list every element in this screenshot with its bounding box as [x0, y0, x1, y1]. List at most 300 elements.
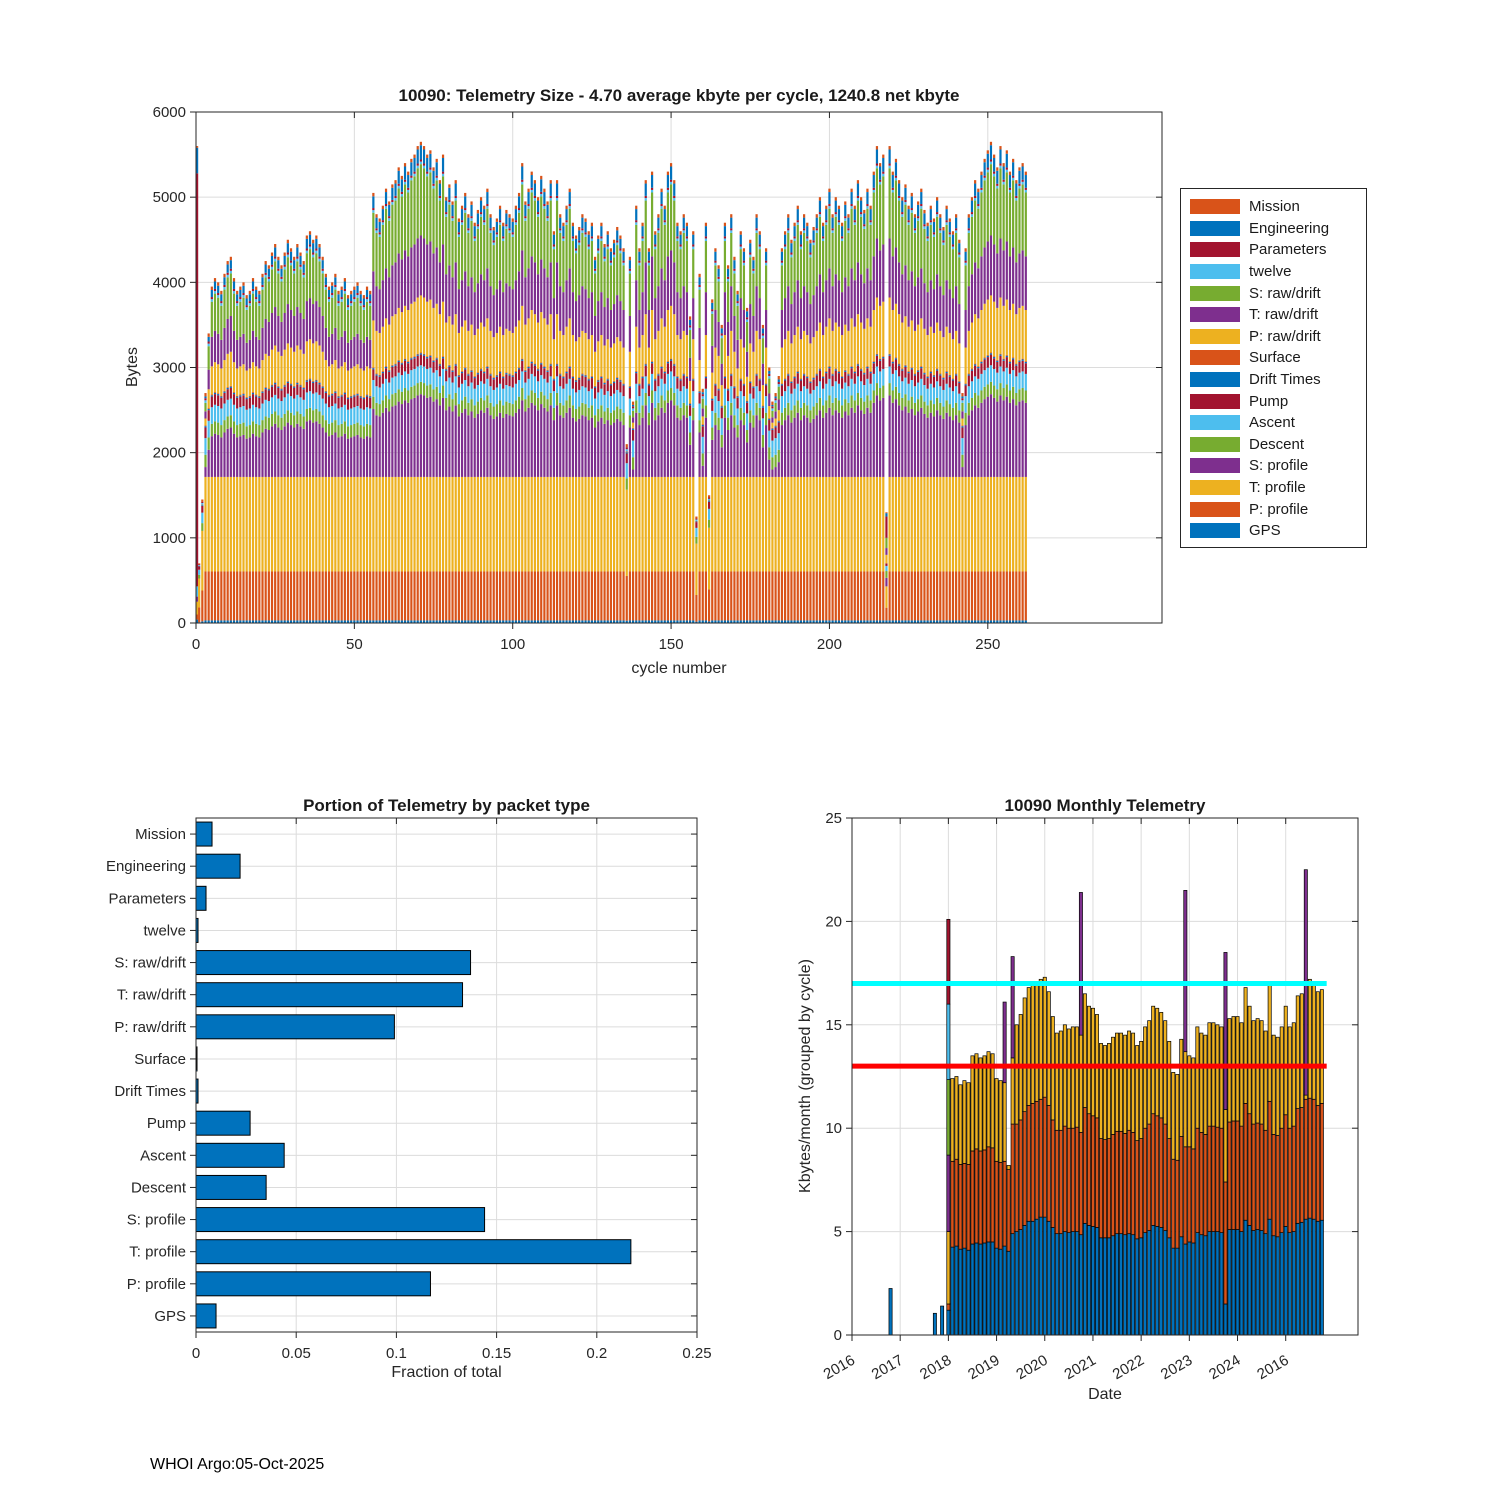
bar-segment — [781, 265, 783, 310]
bar-segment — [1025, 188, 1027, 190]
bar-segment — [467, 373, 469, 374]
bar-segment — [1103, 1238, 1106, 1335]
bar-segment — [965, 265, 967, 310]
bar-segment — [366, 302, 368, 337]
bar-segment — [534, 314, 536, 363]
bar-segment — [341, 366, 343, 394]
bar-segment — [876, 366, 878, 383]
bar-segment — [350, 397, 352, 398]
bar-segment — [778, 571, 780, 620]
bar-segment — [426, 398, 428, 477]
bar-segment — [942, 337, 944, 377]
bar-segment — [1012, 357, 1014, 358]
bar-segment — [959, 1249, 962, 1335]
bar-segment — [816, 218, 818, 229]
bar-segment — [581, 373, 583, 374]
bar-segment — [410, 357, 412, 358]
bar-segment — [664, 220, 666, 222]
bar-segment — [911, 368, 913, 369]
bar-segment — [223, 477, 225, 572]
bar-segment — [995, 1079, 998, 1162]
bar-segment — [223, 274, 225, 277]
bar-segment — [233, 394, 235, 405]
bar-segment — [233, 393, 235, 394]
bar-segment — [622, 425, 624, 477]
bar-segment — [242, 295, 244, 298]
bar-segment — [388, 201, 390, 204]
bar-segment — [204, 426, 206, 427]
bar-segment — [873, 310, 875, 361]
bar-segment — [979, 1244, 982, 1335]
bar-segment — [1009, 190, 1011, 193]
bar-segment — [217, 286, 219, 293]
bar-segment — [448, 365, 450, 366]
bar-segment — [673, 184, 675, 196]
bar-segment — [765, 383, 767, 384]
bar-segment — [851, 367, 853, 368]
bar-segment — [828, 571, 830, 620]
bar-segment — [854, 384, 856, 401]
bar-segment — [980, 190, 982, 193]
bar-segment — [211, 394, 213, 395]
bar-segment — [515, 571, 517, 620]
bar-segment — [341, 397, 343, 408]
svg-text:Descent: Descent — [130, 1179, 186, 1197]
bar-segment — [879, 180, 881, 182]
bar-segment — [1136, 1141, 1139, 1239]
bar-segment — [800, 408, 802, 420]
bar-segment — [306, 301, 308, 341]
bar-segment — [318, 261, 320, 307]
bar-segment — [911, 397, 913, 409]
bar-segment — [597, 392, 599, 409]
bar-segment — [740, 571, 742, 620]
bar-segment — [455, 201, 457, 263]
bar-segment — [984, 370, 986, 387]
bar-segment — [664, 327, 666, 371]
bar-segment — [927, 223, 929, 226]
legend-item — [1190, 326, 1366, 348]
bar-segment — [277, 269, 279, 271]
bar-segment — [474, 376, 476, 377]
bar-segment — [806, 571, 808, 620]
bar-segment — [448, 367, 450, 378]
bar-segment — [382, 371, 384, 372]
bar-segment — [942, 377, 944, 378]
bar-segment — [483, 400, 485, 412]
bar-segment — [483, 222, 485, 225]
bar-segment — [996, 389, 998, 401]
bar-segment — [249, 398, 251, 409]
bar-segment — [265, 477, 267, 572]
bar-segment — [870, 220, 872, 222]
bar-segment — [1009, 403, 1011, 477]
bar-segment — [613, 383, 615, 394]
bar-segment — [436, 247, 438, 303]
bar-segment — [277, 352, 279, 386]
bar-segment — [391, 366, 393, 367]
bar-segment — [470, 371, 472, 372]
bar-segment — [768, 447, 770, 459]
bar-segment — [889, 571, 891, 620]
bar-segment — [318, 244, 320, 247]
bar-segment — [540, 392, 542, 404]
bar-segment — [920, 408, 922, 477]
bar-segment — [521, 400, 523, 477]
bar-segment — [1059, 1130, 1062, 1233]
bar-segment — [847, 233, 849, 286]
bar-segment — [1127, 1130, 1130, 1233]
bar-segment — [1006, 170, 1008, 173]
bar-segment — [486, 477, 488, 572]
bar-segment — [436, 162, 438, 175]
bar-segment — [470, 383, 472, 400]
bar-segment — [426, 174, 428, 177]
bar-segment — [1003, 359, 1005, 360]
bar-segment — [803, 228, 805, 230]
bar-segment — [942, 243, 944, 246]
bar-segment — [686, 236, 688, 238]
bar-segment — [736, 306, 738, 340]
bar-segment — [835, 371, 837, 382]
bar-segment — [299, 253, 301, 256]
bar-segment — [1304, 1219, 1307, 1335]
bar-segment — [246, 398, 248, 399]
bar-segment — [819, 274, 821, 322]
bar-segment — [819, 571, 821, 620]
bar-segment — [562, 389, 564, 406]
bar-segment — [1308, 1218, 1311, 1335]
bar-segment — [654, 231, 656, 234]
bar-segment — [645, 366, 647, 377]
bar-segment — [401, 192, 403, 194]
bar-segment — [261, 391, 263, 392]
bar-segment — [876, 395, 878, 477]
bar-segment — [445, 369, 447, 370]
bar-segment — [258, 340, 260, 369]
bar-segment — [1236, 1230, 1239, 1335]
svg-text:Engineering: Engineering — [105, 858, 186, 876]
bar-segment — [740, 231, 742, 234]
bar-segment — [717, 322, 719, 356]
bar-segment — [255, 290, 257, 297]
bar-segment — [638, 384, 640, 385]
bar-segment — [569, 268, 571, 318]
bar-segment — [502, 418, 504, 477]
bar-segment — [911, 196, 913, 208]
bar-segment — [974, 477, 976, 572]
bar-segment — [816, 415, 818, 477]
bar-segment — [711, 346, 713, 373]
bar-segment — [575, 380, 577, 381]
bar-segment — [429, 368, 431, 385]
bar-segment — [619, 392, 621, 409]
bar-segment — [597, 382, 599, 393]
bar-segment — [721, 328, 723, 333]
bar-segment — [882, 176, 884, 244]
bar-segment — [423, 146, 425, 149]
bar-segment — [974, 571, 976, 620]
bar-segment — [467, 415, 469, 477]
bar-segment — [581, 331, 583, 374]
bar-segment — [303, 273, 305, 275]
bar-segment — [904, 365, 906, 366]
bar-segment — [363, 439, 365, 477]
bar-segment — [832, 376, 834, 387]
bar-segment — [803, 331, 805, 374]
bar-segment — [1212, 1126, 1215, 1231]
bar-segment — [990, 295, 992, 352]
bar-segment — [404, 180, 406, 182]
bar-segment — [908, 373, 910, 384]
bar-segment — [499, 384, 501, 401]
bar-segment — [385, 379, 387, 396]
bar-segment — [759, 391, 761, 408]
bar-segment — [721, 338, 723, 364]
bar-segment — [436, 176, 438, 178]
bar-segment — [645, 262, 647, 314]
bar-segment — [882, 356, 884, 357]
bar-segment — [832, 233, 834, 286]
bar-segment — [252, 291, 254, 294]
bar-segment — [1015, 364, 1017, 365]
bar-segment — [575, 571, 577, 620]
bar-segment — [1007, 1170, 1010, 1252]
bar-segment — [1099, 1043, 1102, 1138]
bar-segment — [838, 280, 840, 327]
bar-segment — [911, 320, 913, 367]
bar-segment — [654, 378, 656, 379]
bar-segment — [987, 355, 989, 356]
bar-segment — [911, 571, 913, 620]
bar-segment — [515, 371, 517, 372]
bar-segment — [847, 286, 849, 331]
bar-segment — [987, 172, 989, 241]
bar-segment — [464, 208, 466, 210]
bar-segment — [863, 374, 865, 385]
bar-segment — [689, 416, 691, 433]
bar-segment — [879, 182, 881, 185]
bar-segment — [280, 265, 282, 268]
bar-segment — [366, 407, 368, 424]
bar-segment — [990, 365, 992, 382]
bar-segment — [635, 372, 637, 373]
bar-segment — [546, 372, 548, 383]
bar-segment — [502, 335, 504, 376]
bar-segment — [803, 386, 805, 403]
bar-segment — [870, 225, 872, 280]
bar-segment — [486, 204, 488, 206]
bar-segment — [949, 234, 951, 237]
bar-segment — [242, 286, 244, 293]
bar-segment — [1224, 1110, 1227, 1182]
bar-segment — [204, 403, 206, 412]
bar-segment — [505, 385, 507, 402]
bar-segment — [600, 335, 602, 376]
bar-segment — [455, 477, 457, 572]
bar-segment — [667, 374, 669, 391]
bar-segment — [951, 1161, 954, 1247]
bar-segment — [404, 184, 406, 250]
bar-segment — [322, 271, 324, 274]
bar-segment — [660, 366, 662, 367]
bar-segment — [341, 297, 343, 299]
bar-segment — [458, 477, 460, 572]
bar-segment — [341, 436, 343, 477]
bar-segment — [1240, 1023, 1243, 1126]
bar-segment — [451, 221, 453, 277]
bar-segment — [413, 477, 415, 572]
bar-segment — [325, 287, 327, 290]
bar-segment — [464, 271, 466, 320]
bar-segment — [410, 571, 412, 620]
bar-segment — [474, 223, 476, 226]
bar-segment — [641, 389, 643, 406]
bar-segment — [410, 178, 412, 181]
bar-segment — [638, 252, 640, 261]
bar-segment — [857, 198, 859, 201]
legend-label: T: raw/drift — [1249, 306, 1319, 324]
bar-segment — [936, 197, 938, 200]
bar-segment — [1228, 1019, 1231, 1122]
bar-segment — [759, 379, 761, 380]
bar-segment — [344, 394, 346, 405]
bar-segment — [1055, 1130, 1058, 1233]
bar-segment — [287, 394, 289, 411]
bar-segment — [920, 204, 922, 206]
bar-segment — [714, 425, 716, 477]
bar-segment — [271, 385, 273, 386]
bar-segment — [277, 257, 279, 260]
bar-segment — [901, 274, 903, 322]
bar-segment — [591, 418, 593, 477]
bar-segment — [752, 571, 754, 620]
bar-segment — [806, 226, 808, 236]
bar-segment — [657, 218, 659, 229]
bar-segment — [825, 327, 827, 371]
bar-segment — [721, 364, 723, 385]
bar-segment — [749, 343, 751, 380]
bar-segment — [265, 389, 267, 400]
bar-segment — [581, 214, 583, 217]
bar-segment — [873, 190, 875, 193]
bar-segment — [369, 368, 371, 395]
bar-segment — [280, 389, 282, 390]
bar-segment — [515, 477, 517, 572]
bar-segment — [771, 470, 773, 477]
bar-segment — [534, 405, 536, 477]
bar-segment — [610, 248, 612, 251]
bar-segment — [1224, 1304, 1227, 1335]
bar-segment — [249, 368, 251, 395]
bar-segment — [787, 374, 789, 375]
bar-segment — [553, 235, 555, 245]
bar-segment — [306, 239, 308, 249]
bar-segment — [493, 227, 495, 230]
bar-segment — [879, 388, 881, 400]
bar-segment — [974, 184, 976, 196]
bar-segment — [271, 414, 273, 426]
bar-segment — [356, 571, 358, 620]
bar-segment — [337, 368, 339, 395]
bar-segment — [521, 477, 523, 572]
bar-segment — [946, 372, 948, 373]
bar-segment — [949, 377, 951, 388]
bar-segment — [204, 398, 206, 400]
bar-segment — [863, 373, 865, 374]
legend-label: Mission — [1249, 198, 1300, 216]
bar-segment — [239, 297, 241, 299]
bar-segment — [420, 352, 422, 353]
bar-segment — [594, 387, 596, 388]
bar-segment — [227, 319, 229, 354]
bar-segment — [290, 265, 292, 310]
bar-segment — [312, 410, 314, 422]
bar-segment — [775, 400, 777, 403]
bar-segment — [1152, 1006, 1155, 1114]
bar-segment — [727, 418, 729, 430]
bar-segment — [246, 399, 248, 410]
bar-segment — [686, 238, 688, 241]
bar-segment — [648, 385, 650, 396]
bar-segment — [252, 278, 254, 281]
bar-segment — [569, 367, 571, 368]
bar-segment — [413, 176, 415, 244]
bar-segment — [499, 206, 501, 209]
bar-segment — [1192, 1149, 1195, 1243]
bar-segment — [537, 369, 539, 370]
bar-segment — [597, 253, 599, 301]
bar-segment — [898, 196, 900, 198]
bar-segment — [303, 354, 305, 387]
bar-segment — [448, 407, 450, 477]
bar-segment — [436, 387, 438, 399]
bar-segment — [391, 365, 393, 366]
bar-segment — [388, 399, 390, 411]
bar-segment — [344, 331, 346, 362]
bar-segment — [388, 371, 390, 372]
bar-segment — [768, 571, 770, 620]
bar-segment — [974, 405, 976, 477]
bar-segment — [515, 373, 517, 384]
bar-segment — [987, 300, 989, 355]
bar-segment — [337, 397, 339, 398]
bar-segment — [835, 212, 837, 214]
bar-segment — [759, 381, 761, 392]
bar-segment — [607, 249, 609, 298]
bar-segment — [588, 235, 590, 245]
bar-segment — [638, 348, 640, 384]
bar-segment — [306, 341, 308, 379]
bar-segment — [939, 331, 941, 374]
bar-segment — [733, 477, 735, 572]
bar-segment — [939, 376, 941, 387]
bar-segment — [873, 192, 875, 256]
bar-segment — [806, 238, 808, 241]
bar-segment — [572, 238, 574, 241]
bar-segment — [531, 403, 533, 477]
bar-segment — [651, 390, 653, 402]
bar-segment — [955, 228, 957, 230]
bar-segment — [616, 407, 618, 419]
bar-segment — [904, 200, 906, 202]
bar-segment — [654, 249, 656, 298]
bar-segment — [252, 362, 254, 392]
bar-segment — [949, 376, 951, 377]
bar-segment — [477, 372, 479, 373]
svg-text:20: 20 — [825, 913, 842, 931]
bar-segment — [980, 188, 982, 190]
